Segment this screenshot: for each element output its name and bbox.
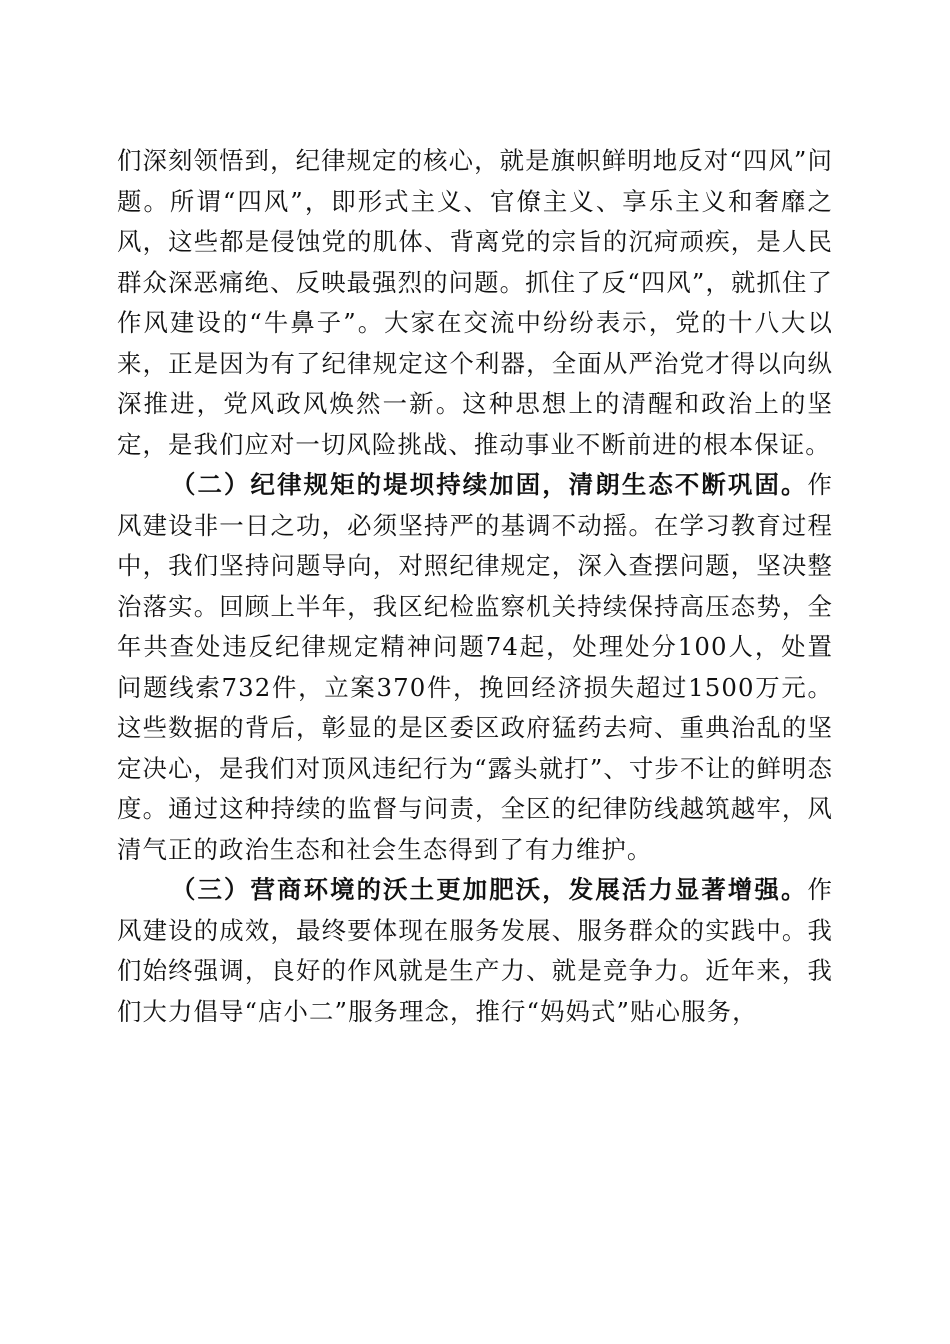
paragraph-text: 作风建设非一日之功，必须坚持严的基调不动摇。在学习教育过程中，我们坚持问题导向，对照纪律规定，深入查摆问题，坚决整治落实。回顾上半年，我区纪检监察机关持续保持高压态势，全年共查处违反纪律规定精神问题74起，处理处分100人，处置问题线索732件，立案370件，挽回经济损失超过1500万元。这些数据的背后，彰显的是区委区政府猛药去疴、重典治乱的坚定决心，是我们对顶风违纪行为“露头就打”、寸步不让的鲜明态度。通过这种持续的监督与问责，全区的纪律防线越筑越牢，风清气正的政治生态和社会生态得到了有力维护。 <box>117 470 833 864</box>
paragraph-continuation <box>117 141 833 465</box>
section-heading: （二）纪律规矩的堤坝持续加固，清朗生态不断巩固。 <box>171 470 808 499</box>
document-body <box>117 141 833 1032</box>
section-heading: （三）营商环境的沃土更加肥沃，发展活力显著增强。 <box>171 875 808 904</box>
paragraph-section-2 <box>117 465 833 870</box>
paragraph-section-3 <box>117 870 833 1032</box>
paragraph-text: 作风建设的成效，最终要体现在服务发展、服务群众的实践中。我们始终强调，良好的作风就是生产力、就是竞争力。近年来，我们大力倡导“店小二”服务理念，推行“妈妈式”贴心服务， <box>117 875 833 1026</box>
paragraph-text: 们深刻领悟到，纪律规定的核心，就是旗帜鲜明地反对“四风”问题。所谓“四风”，即形式主义、官僚主义、享乐主义和奢靡之风，这些都是侵蚀党的肌体、背离党的宗旨的沉疴顽疾，是人民群众深恶痛绝、反映最强烈的问题。抓住了反“四风”，就抓住了作风建设的“牛鼻子”。大家在交流中纷纷表示，党的十八大以来，正是因为有了纪律规定这个利器，全面从严治党才得以向纵深推进，党风政风焕然一新。这种思想上的清醒和政治上的坚定，是我们应对一切风险挑战、推动事业不断前进的根本保证。 <box>117 146 833 459</box>
